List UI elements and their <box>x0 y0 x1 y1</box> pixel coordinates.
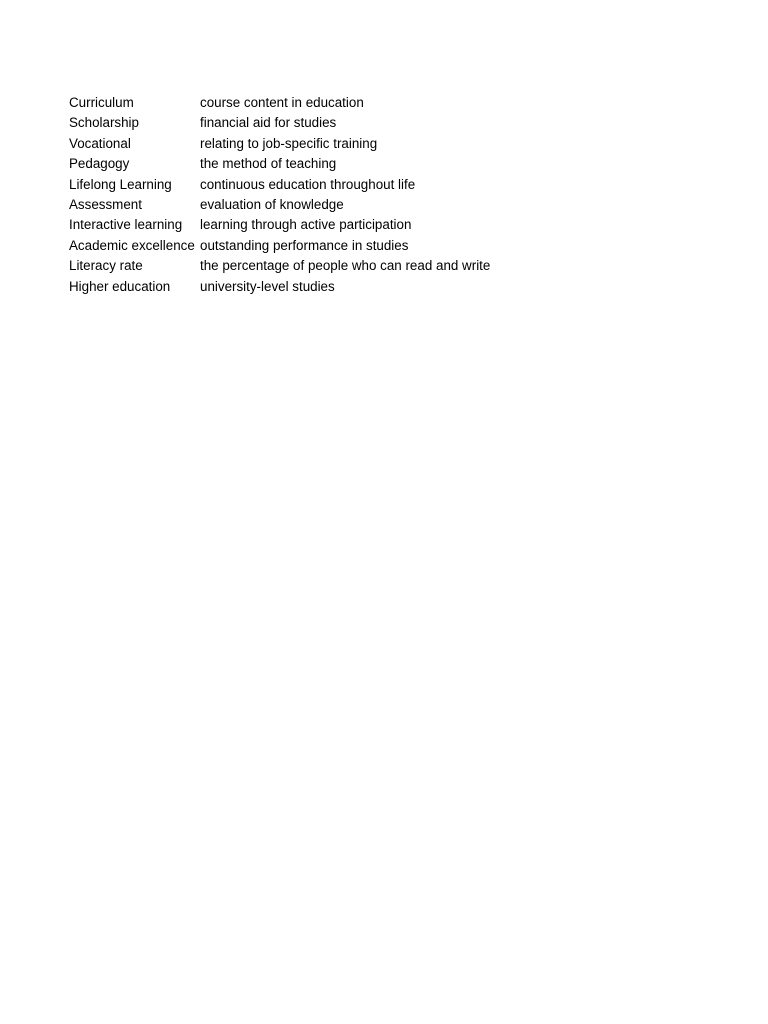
term-cell: Literacy rate <box>69 258 143 274</box>
table-row <box>69 154 490 174</box>
definition-cell: the method of teaching <box>200 156 337 172</box>
table-row <box>69 195 490 215</box>
term-cell: Interactive learning <box>69 217 183 233</box>
table-row <box>69 175 490 195</box>
term-cell: Pedagogy <box>69 156 130 172</box>
definition-cell: outstanding performance in studies <box>200 237 409 253</box>
table-row <box>69 277 490 297</box>
definition-cell: continuous education throughout life <box>200 176 416 192</box>
table-row <box>69 113 490 133</box>
table-row <box>69 215 490 235</box>
table-row <box>69 256 490 276</box>
term-cell: Higher education <box>69 278 171 294</box>
term-cell: Assessment <box>69 196 142 212</box>
term-cell: Academic excellence <box>69 237 195 253</box>
term-cell: Curriculum <box>69 95 134 110</box>
term-cell: Scholarship <box>69 115 139 131</box>
definition-cell: the percentage of people who can read and write <box>200 258 491 274</box>
definition-cell: course content in education <box>200 95 364 110</box>
definition-cell: evaluation of knowledge <box>200 196 344 212</box>
definition-cell: financial aid for studies <box>200 115 337 131</box>
table-row <box>69 236 490 256</box>
definition-cell: relating to job-specific training <box>200 135 378 151</box>
table-row <box>69 134 490 154</box>
term-cell: Vocational <box>69 135 131 151</box>
definition-cell: learning through active participation <box>200 217 412 233</box>
term-cell: Lifelong Learning <box>69 176 172 192</box>
table-row <box>69 93 490 113</box>
glossary-table <box>69 93 490 297</box>
definition-cell: university-level studies <box>200 278 335 294</box>
